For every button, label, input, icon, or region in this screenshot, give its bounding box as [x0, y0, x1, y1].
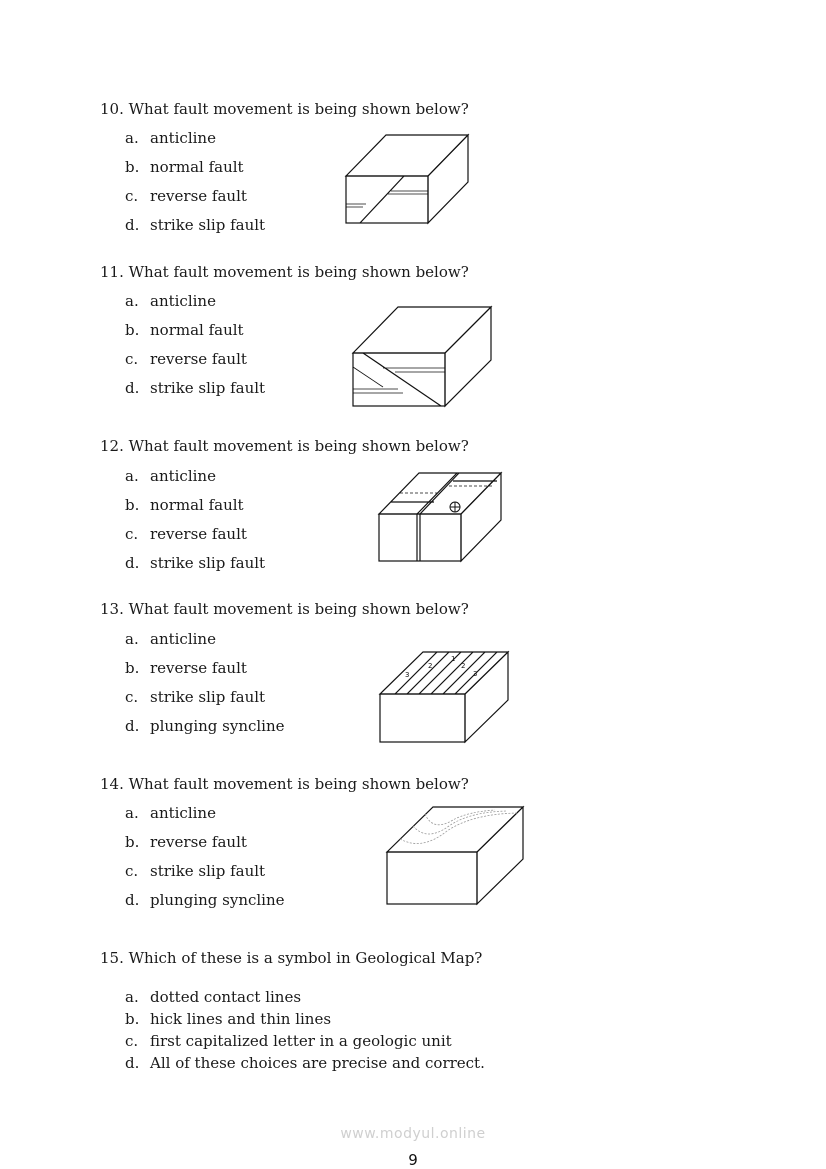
- question-13: [100, 600, 740, 735]
- stratum-label: 1: [451, 655, 456, 663]
- option-b[interactable]: b. normal fault: [125, 158, 244, 176]
- fault-block-diagram-q12: [379, 472, 503, 562]
- question-text: 12. What fault movement is being shown below?: [100, 437, 469, 455]
- option-b[interactable]: b. reverse fault: [125, 659, 247, 677]
- option-a[interactable]: a. dotted contact lines: [125, 988, 302, 1006]
- option-a[interactable]: a. anticline: [125, 804, 216, 822]
- option-c[interactable]: c. strike slip fault: [125, 862, 266, 880]
- question-12: [100, 437, 740, 572]
- fold-block-diagram-q14: [387, 806, 525, 906]
- option-a[interactable]: a. anticline: [125, 292, 216, 310]
- option-c[interactable]: c. first capitalized letter in a geologic unit: [125, 1032, 452, 1050]
- question-text: 10. What fault movement is being shown below?: [100, 100, 469, 118]
- fault-block-diagram-q13: [380, 651, 510, 744]
- option-c[interactable]: c. reverse fault: [125, 525, 247, 543]
- option-d[interactable]: d. All of these choices are precise and correct.: [125, 1054, 485, 1072]
- option-b[interactable]: b. normal fault: [125, 321, 244, 339]
- question-text: 13. What fault movement is being shown below?: [100, 600, 469, 618]
- question-text: 11. What fault movement is being shown below?: [100, 263, 469, 281]
- question-15: [100, 949, 740, 1072]
- question-10: [100, 100, 740, 234]
- option-a[interactable]: a. anticline: [125, 129, 216, 147]
- stratum-label: 3: [473, 670, 478, 678]
- option-b[interactable]: b. normal fault: [125, 496, 244, 514]
- option-c[interactable]: c. strike slip fault: [125, 688, 266, 706]
- option-d[interactable]: d. strike slip fault: [125, 379, 266, 397]
- option-d[interactable]: d. plunging syncline: [125, 717, 285, 735]
- option-d[interactable]: d. strike slip fault: [125, 216, 266, 234]
- question-14: [100, 775, 740, 909]
- question-text: 14. What fault movement is being shown below?: [100, 775, 469, 793]
- option-d[interactable]: d. plunging syncline: [125, 891, 285, 909]
- fault-block-diagram-q10: [346, 134, 470, 224]
- question-text: 15. Which of these is a symbol in Geological Map?: [100, 949, 483, 967]
- option-b[interactable]: b. hick lines and thin lines: [125, 1010, 332, 1028]
- question-11: [100, 263, 740, 397]
- option-c[interactable]: c. reverse fault: [125, 187, 247, 205]
- stratum-label: 2: [428, 662, 433, 670]
- stratum-label: 2: [461, 662, 466, 670]
- option-d[interactable]: d. strike slip fault: [125, 554, 266, 572]
- option-b[interactable]: b. reverse fault: [125, 833, 247, 851]
- fault-block-diagram-q11: [353, 306, 493, 407]
- option-a[interactable]: a. anticline: [125, 630, 216, 648]
- option-a[interactable]: a. anticline: [125, 467, 216, 485]
- page-number: 9: [408, 1151, 418, 1169]
- stratum-label: 3: [405, 671, 410, 679]
- option-c[interactable]: c. reverse fault: [125, 350, 247, 368]
- watermark: www.modyul.online: [340, 1126, 486, 1142]
